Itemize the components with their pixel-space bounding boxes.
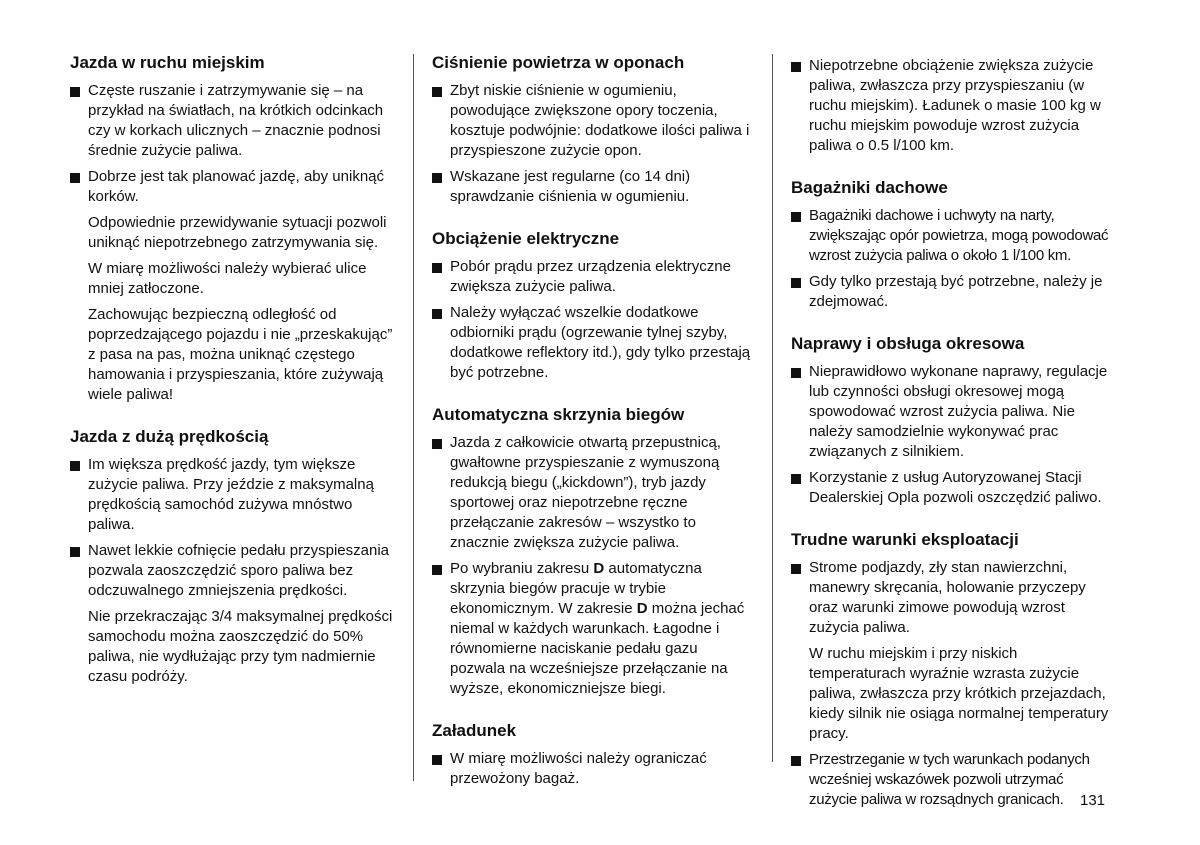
bullet-item [791,206,1115,266]
section-automatic-gearbox [432,402,754,699]
section-load-continued [791,56,1115,156]
bullet-item [432,303,754,383]
bullet-text: Należy wyłączać wszelkie dodatkowe odbiorniki prądu (ogrzewanie tylnej szyby, dodatkowe reflektory itd.), gdy tylko przestają być potrzebne. [450,304,751,381]
bullet-square-icon [791,564,801,574]
text-run: automatyczna skrzynia biegów pracuje w trybie ekonomicznym. W zakresie [450,560,702,617]
section-roof-racks [791,175,1115,312]
section-high-speed [70,424,394,687]
bullet-text: Przestrzeganie w tych warunkach podanych wcześniej wskazówek pozwoli utrzymać zużycie paliwa w rozsądnych granicach. [809,751,1090,808]
bullet-text: Dobrze jest tak planować jazdę, aby uniknąć korków. [88,168,385,205]
bullet-item [432,167,754,207]
bullet-square-icon [70,547,80,557]
bullet-item [791,558,1115,638]
bullet-square-icon [432,755,442,765]
bullet-square-icon [432,87,442,97]
bullet-text: Nawet lekkie cofnięcie pedału przyspieszania pozwala zaoszczędzić sporo paliwa bez odczuwalnego zmniejszenia prędkości. [88,542,389,599]
paragraph: Nie przekraczając 3/4 maksymalnej prędkości samochodu można zaoszczędzić do 50% paliwa, nie wydłużając przy tym nadmiernie czasu podróży. [88,608,393,685]
section-heading: Załadunek [432,721,517,740]
bullet-square-icon [432,173,442,183]
bullet-item [432,433,754,553]
bullet-square-icon [70,461,80,471]
section-heading: Bagażniki dachowe [791,178,948,197]
bullet-text: Jazda z całkowicie otwartą przepustnicą, gwałtowne przyspieszanie z wymuszoną redukcją biegu („kickdown”), tryb jazdy sportowej oraz niepotrzebne ręczne przełączanie zakresów – wszystko to znacznie zwiększa zużycie paliwa. [450,434,721,551]
section-servicing [791,331,1115,508]
bullet-text: Korzystanie z usług Autoryzowanej Stacji Dealerskiej Opla pozwoli oszczędzić paliwo. [809,469,1102,506]
column-divider-left [413,54,414,781]
bullet-square-icon [432,263,442,273]
bullet-text: Niepotrzebne obciążenie zwiększa zużycie paliwa, zwłaszcza przy przyspieszaniu (w ruchu miejskim). Ładunek o masie 100 kg w ruchu miejskim powoduje wzrost zużycia paliwa o 0.5 l/100 km. [809,57,1101,154]
bullet-item [70,455,394,535]
section-heading: Ciśnienie powietrza w oponach [432,53,685,72]
section-electrical-load [432,226,754,383]
bullet-square-icon [432,309,442,319]
bullet-item [791,750,1115,810]
paragraph: Odpowiednie przewidywanie sytuacji pozwoli uniknąć niepotrzebnego zatrzymywania się. [88,214,387,251]
paragraph: W ruchu miejskim i przy niskich temperaturach wyraźnie wzrasta zużycie paliwa, zwłaszcza przy krótkich przejazdach, kiedy silnik nie osiąga normalnej temperatury pracy. [809,645,1109,742]
bullet-text: Pobór prądu przez urządzenia elektryczne zwiększa zużycie paliwa. [450,258,731,295]
bold-range-d: D [636,600,648,617]
bullet-square-icon [791,474,801,484]
section-difficult-conditions [791,527,1115,810]
bullet-square-icon [432,439,442,449]
paragraph: W miarę możliwości należy wybierać ulice mniej zatłoczone. [88,260,367,297]
bullet-text: Strome podjazdy, zły stan nawierzchni, manewry skręcania, holowanie przyczepy oraz warunki zimowe powodują wzrost zużycia paliwa. [809,559,1086,636]
text-run: Po wybraniu zakresu [450,560,594,577]
section-tire-pressure [432,50,754,207]
section-heading: Jazda z dużą prędkością [70,427,269,446]
section-heading: Trudne warunki eksploatacji [791,530,1019,549]
bullet-square-icon [70,87,80,97]
section-heading: Jazda w ruchu miejskim [70,53,265,72]
bullet-item [432,81,754,161]
section-heading: Obciążenie elektryczne [432,229,620,248]
bullet-square-icon [432,565,442,575]
bullet-item [791,56,1115,156]
bullet-item [70,81,394,161]
bullet-square-icon [791,756,801,766]
section-heading: Automatyczna skrzynia biegów [432,405,685,424]
bullet-square-icon [791,62,801,72]
bullet-item [791,468,1115,508]
bullet-text: Nieprawidłowo wykonane naprawy, regulacje lub czynności obsługi okresowej mogą spowodować wzrost zużycia paliwa. Nie należy samodzielnie wykonywać prac związanych z silnikiem. [809,363,1108,460]
bullet-text: W miarę możliwości należy ograniczać przewożony bagaż. [450,750,707,787]
bold-range-d: D [593,560,605,577]
bullet-text: Częste ruszanie i zatrzymywanie się – na przykład na światłach, na krótkich odcinkach czy w korkach ulicznych – znacznie podnosi średnie zużycie paliwa. [88,82,384,159]
paragraph: Zachowując bezpieczną odległość od poprzedzającego pojazdu i nie „przeskakując” z pasa na pas, można uniknąć częstego hamowania i przyspieszania, które zużywają wiele paliwa! [88,306,393,403]
bullet-square-icon [791,278,801,288]
column-middle [432,50,754,808]
bullet-text [450,560,744,697]
section-load [432,718,754,789]
bullet-square-icon [791,212,801,222]
bullet-item [791,272,1115,312]
bullet-text: Wskazane jest regularne (co 14 dni) sprawdzanie ciśnienia w ogumieniu. [450,168,691,205]
section-city-driving [70,50,394,405]
bullet-item [70,167,394,207]
section-heading: Naprawy i obsługa okresowa [791,334,1025,353]
bullet-text: Bagażniki dachowe i uchwyty na narty, zwiększając opór powietrza, mogą powodować wzrost zużycia paliwa o około 1 l/100 km. [809,207,1109,264]
bullet-item [432,257,754,297]
bullet-text: Zbyt niskie ciśnienie w ogumieniu, powodujące zwiększone opory toczenia, kosztuje podwójnie: dodatkowe ilości paliwa i przyspieszone zużycie opon. [450,82,750,159]
column-right [791,50,1115,829]
bullet-item [432,559,754,699]
bullet-square-icon [791,368,801,378]
bullet-square-icon [70,173,80,183]
column-left [70,50,394,706]
bullet-text: Im większa prędkość jazdy, tym większe zużycie paliwa. Przy jeździe z maksymalną prędkością samochód zużywa mnóstwo paliwa. [88,456,374,533]
text-run: można jechać niemal w każdych warunkach. Łagodne i równomierne naciskanie pedału gazu pozwala na wcześniejsze przełączanie na wyższe, ekonomiczniejsze biegi. [450,600,745,697]
bullet-item [432,749,754,789]
bullet-text: Gdy tylko przestają być potrzebne, należy je zdejmować. [809,273,1103,310]
bullet-item [791,362,1115,462]
column-divider-right [772,54,773,762]
bullet-item [70,541,394,601]
page-number: 131 [1080,792,1106,809]
